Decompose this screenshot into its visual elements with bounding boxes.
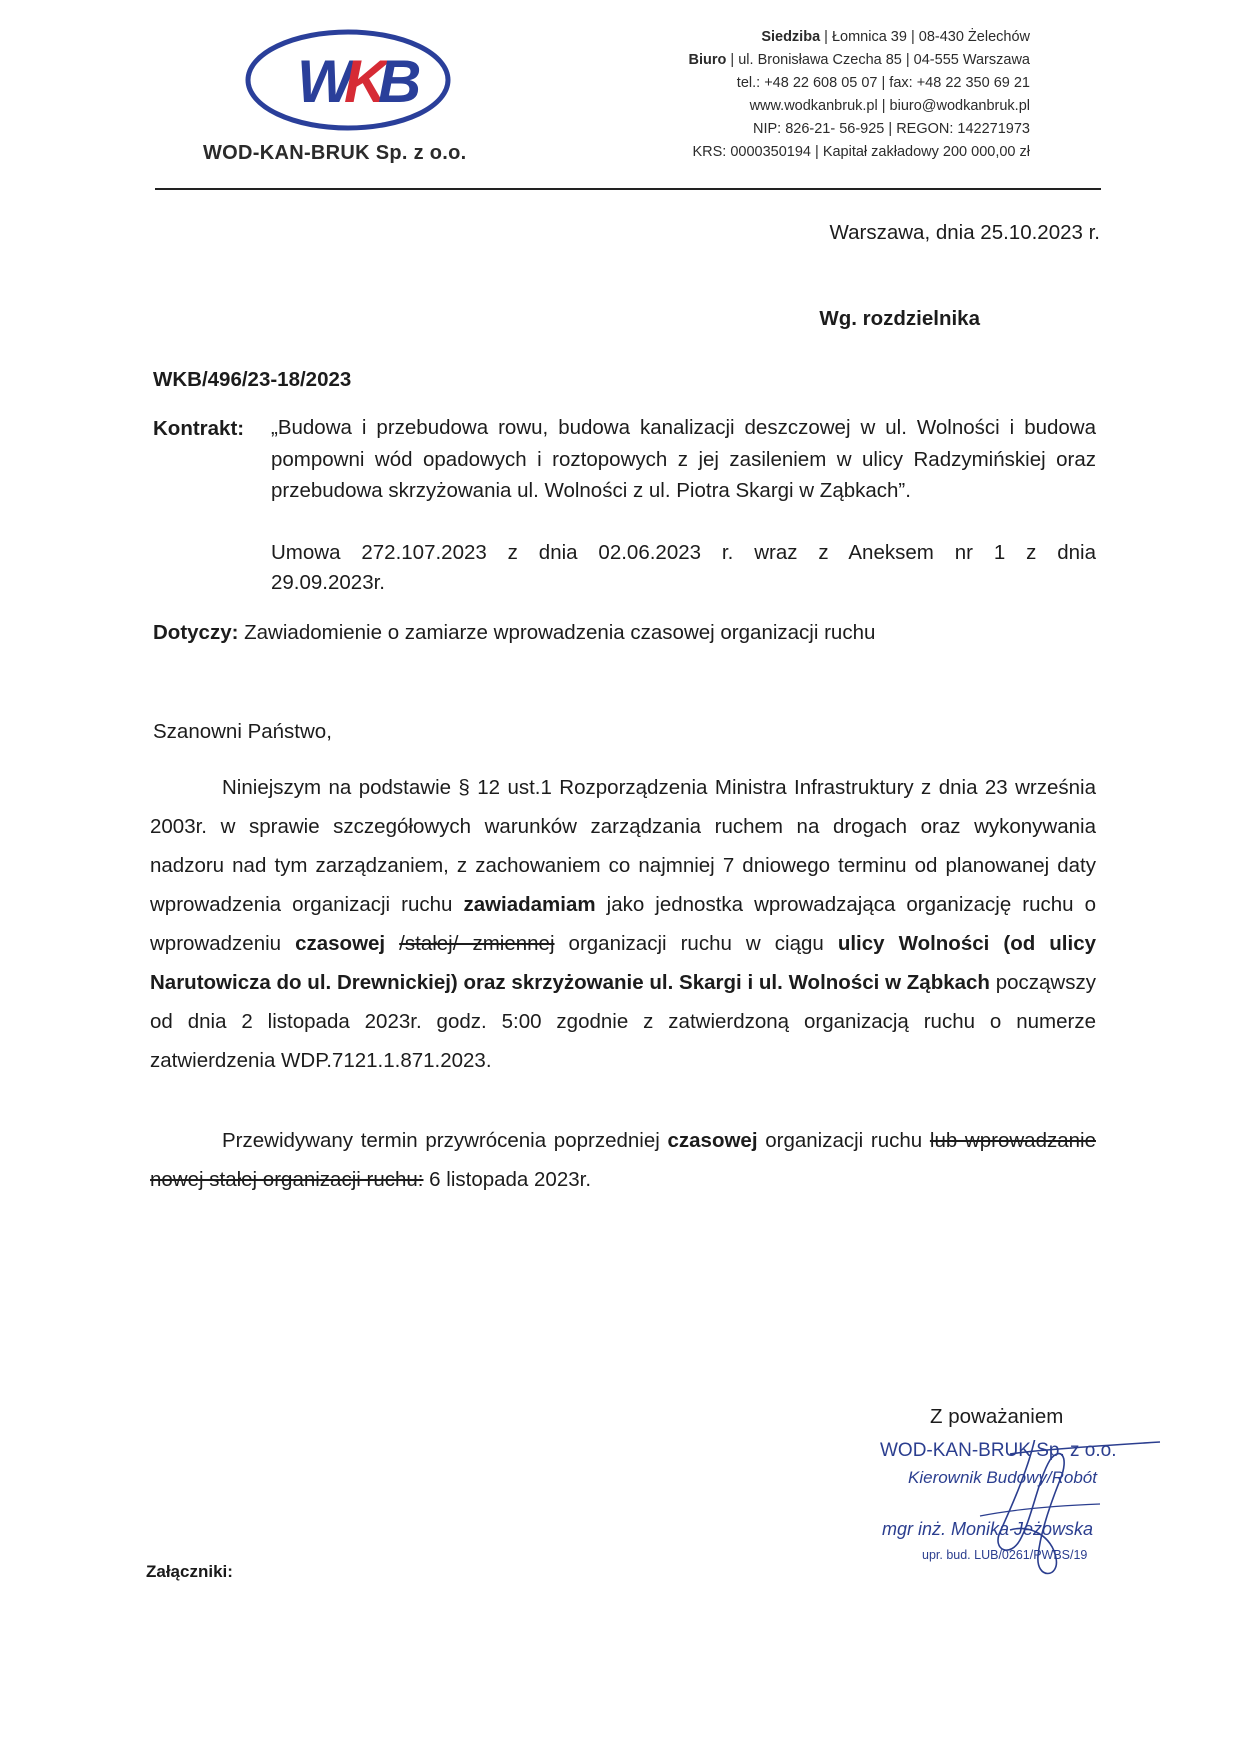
office-value: ul. Bronisława Czecha 85 | 04-555 Warszawa — [738, 52, 1030, 68]
office-line: Biuro | ul. Bronisława Czecha 85 | 04-555 Warszawa — [688, 52, 1030, 68]
company-contact-block — [590, 26, 1030, 164]
office-label: Biuro — [688, 52, 727, 68]
subject-line — [153, 616, 875, 650]
stamp-name: mgr inż. Monika Jeżowska — [882, 1519, 1094, 1539]
paragraph-notification — [150, 768, 1096, 1080]
closing: Z poważaniem — [930, 1405, 1064, 1428]
svg-text:K: K — [344, 48, 388, 115]
paragraph-restoration — [150, 1121, 1096, 1199]
company-name: WOD-KAN-BRUK Sp. z o.o. — [203, 142, 467, 164]
kontrakt-label: Kontrakt: — [153, 417, 245, 440]
seat-label: Siedziba — [761, 29, 821, 45]
stamp-license: upr. bud. LUB/0261/PWBS/19 — [922, 1548, 1088, 1562]
para1-bold-temporary: czasowej — [295, 932, 386, 955]
para2-bold-temporary: czasowej — [667, 1129, 758, 1152]
umowa-line-2: 29.09.2023r. — [271, 571, 385, 594]
company-stamp — [860, 1440, 1180, 1590]
para1-bold-notify: zawiadamiam — [463, 893, 596, 916]
attachments-label: Załączniki: — [146, 1562, 233, 1581]
umowa-line-1: Umowa 272.107.2023 z dnia 02.06.2023 r. wraz z Aneksem nr 1 z dnia — [271, 541, 1096, 564]
para1-strikethrough: /stałej/ zmiennej — [399, 932, 555, 955]
nip-regon-line: NIP: 826-21- 56-925 | REGON: 142271973 — [752, 121, 1030, 137]
stamp-role: Kierownik Budowy/Robót — [908, 1468, 1097, 1487]
dotyczy-label: Dotyczy: — [153, 621, 239, 644]
header-divider — [155, 188, 1101, 190]
recipient: Wg. rozdzielnika — [819, 307, 980, 330]
svg-text:B: B — [378, 48, 422, 115]
dotyczy-text: Zawiadomienie o zamiarze wprowadzenia czasowej organizacji ruchu — [238, 621, 876, 644]
letter-date: Warszawa, dnia 25.10.2023 r. — [829, 221, 1100, 244]
web-email-line: www.wodkanbruk.pl | biuro@wodkanbruk.pl — [749, 98, 1030, 114]
para2-strikethrough: lub wprowadzanie nowej stałej organizacji ruchu: — [150, 1129, 1096, 1191]
para1-text-4: organizacji ruchu w ciągu — [554, 932, 838, 955]
reference-number: WKB/496/23-18/2023 — [153, 368, 352, 391]
wkb-logo-icon — [243, 25, 453, 135]
seat-line: Siedziba | Łomnica 39 | 08-430 Żelechów — [761, 29, 1030, 45]
para1-text-3 — [385, 932, 399, 955]
handwritten-signature-icon — [860, 1440, 1180, 1590]
para1-text-2: jako jednostka wprowadzająca organizację ruchu o wprowadzeniu — [150, 893, 1096, 955]
svg-text:W: W — [297, 48, 348, 115]
company-logo — [243, 25, 453, 135]
salutation: Szanowni Państwo, — [153, 720, 332, 743]
para1-text-1: Niniejszym na podstawie § 12 ust.1 Rozporządzenia Ministra Infrastruktury z dnia 23 września 2003r. w sprawie szczegółowych warunków zarządzania ruchem na drogach oraz wykonywania nadzoru nad tym zarządzaniem, z zachowaniem co najmniej 7 dniowego terminu od planowanej daty wprowadzenia organizacji ruchu — [150, 776, 1096, 916]
para1-bold-location: ulicy Wolności (od ulicy Narutowicza do ul. Drewnickiej) oraz skrzyżowanie ul. Skargi i ul. Wolności w Ząbkach — [150, 932, 1096, 994]
para1-text-5: począwszy od dnia 2 listopada 2023r. godz. 5:00 zgodnie z zatwierdzoną organizacją ruchu o numerze zatwierdzenia WDP.7121.1.871.2023. — [150, 971, 1096, 1072]
para2-text-3: 6 listopada 2023r. — [423, 1168, 592, 1191]
phone-value: : +48 22 608 05 07 | fax: +48 22 350 69 21 — [756, 75, 1030, 91]
seat-value: Łomnica 39 | 08-430 Żelechów — [831, 29, 1030, 45]
krs-capital-line: KRS: 0000350194 | Kapitał zakładowy 200 000,00 zł — [692, 144, 1030, 160]
phone-line — [590, 72, 1030, 95]
stamp-company: WOD-KAN-BRUK Sp. z o.o. — [880, 1440, 1117, 1461]
para2-text-1: Przewidywany termin przywrócenia poprzedniej — [222, 1129, 668, 1152]
phone-label: tel. — [736, 75, 757, 91]
kontrakt-text: „Budowa i przebudowa rowu, budowa kanalizacji deszczowej w ul. Wolności i budowa pompowni wód opadowych i roztopowych z jej zasileniem w ulicy Radzymińskiej oraz przebudowa skrzyżowania ul. Wolności z ul. Piotra Skargi w Ząbkach”. — [271, 416, 1096, 502]
para2-text-2: organizacji ruchu — [757, 1129, 930, 1152]
